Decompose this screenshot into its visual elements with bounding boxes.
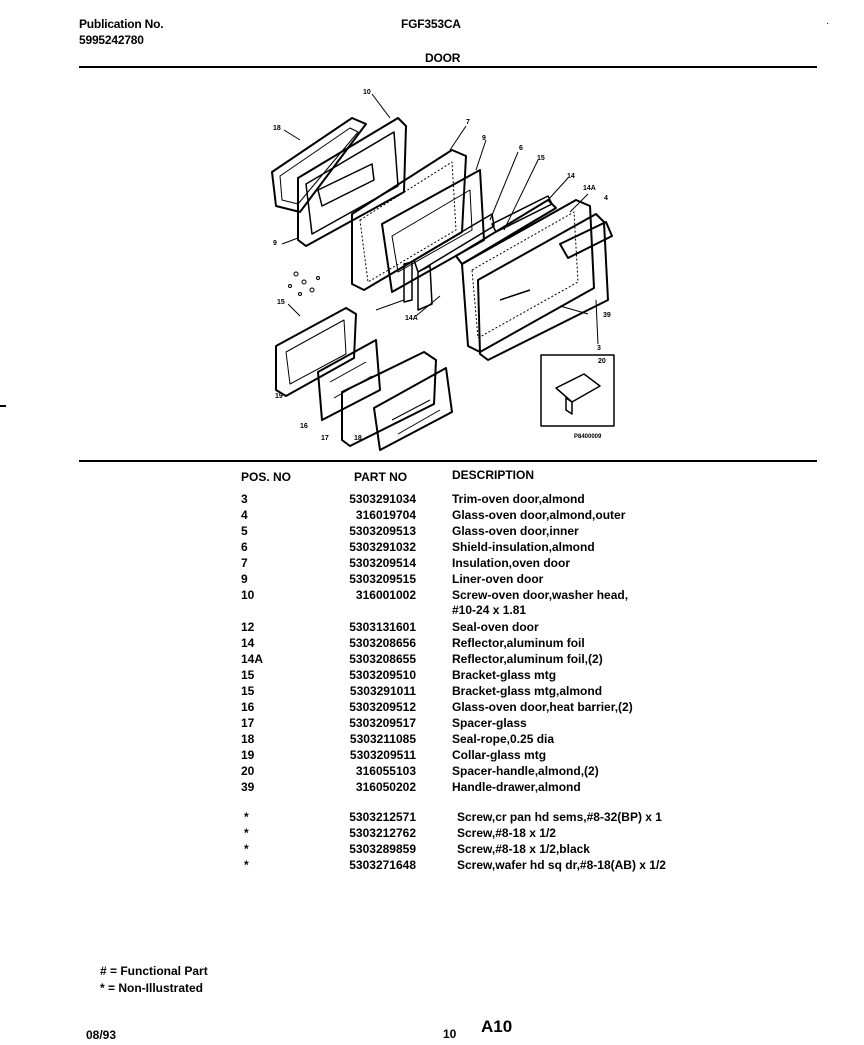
row-pos: 20 <box>241 764 255 778</box>
row-part-number: 5303291032 <box>349 540 416 554</box>
footer-code: A10 <box>481 1017 513 1036</box>
row-description: Handle-drawer,almond <box>452 780 581 794</box>
row-pos: * <box>244 826 249 840</box>
table-row <box>0 523 864 539</box>
row-part-number: 5303209517 <box>349 716 416 730</box>
table-top-rule <box>79 460 817 462</box>
row-pos: 10 <box>241 588 255 602</box>
callout-39: 39 <box>603 312 611 319</box>
row-pos: 4 <box>241 508 248 522</box>
footer-date: 08/93 <box>86 1028 117 1042</box>
row-part-number: 5303291011 <box>349 684 416 698</box>
inner-glass-part <box>382 170 484 292</box>
row-part-number: 5303209511 <box>349 748 416 762</box>
callout-9b: 9 <box>273 240 277 247</box>
col-header-pos: POS. NO <box>241 470 292 484</box>
row-description: Seal-oven door <box>452 620 539 634</box>
row-part-number: 5303209513 <box>349 524 416 538</box>
row-description: Glass-oven door,almond,outer <box>452 508 626 522</box>
row-pos: 14A <box>241 652 264 666</box>
table-row <box>0 587 864 603</box>
table-row <box>0 507 864 523</box>
row-pos: 14 <box>241 636 255 650</box>
row-part-number: 316050202 <box>355 780 416 794</box>
row-part-number: 5303209512 <box>349 700 416 714</box>
insulation-part <box>352 150 466 290</box>
callout-17: 17 <box>321 435 329 442</box>
row-description: Seal-rope,0.25 dia <box>452 732 555 746</box>
row-part-number: 5303211085 <box>349 732 416 746</box>
row-part-number: 5303212571 <box>349 810 416 824</box>
row-part-number: 5303209514 <box>349 556 416 570</box>
row-pos: 9 <box>241 572 248 586</box>
row-description: Screw,cr pan hd sems,#8-32(BP) x 1 <box>457 810 662 824</box>
callout-14a: 14A <box>583 185 596 192</box>
row-description: Trim-oven door,almond <box>452 492 585 506</box>
callout-14: 14 <box>567 173 575 180</box>
table-row <box>0 667 864 683</box>
row-pos: 15 <box>241 668 255 682</box>
row-description: Bracket-glass mtg <box>452 668 557 682</box>
table-row <box>0 715 864 731</box>
row-description: Reflector,aluminum foil,(2) <box>452 652 603 666</box>
publication-number: 5995242780 <box>79 33 144 47</box>
row-description: Insulation,oven door <box>452 556 571 570</box>
callout-7: 7 <box>466 119 470 126</box>
row-part-number: 5303208656 <box>349 636 416 650</box>
row-part-number: 5303289859 <box>349 842 416 856</box>
row-pos: 6 <box>241 540 248 554</box>
row-description: Reflector,aluminum foil <box>452 636 585 650</box>
legend-non-illustrated: * = Non-Illustrated <box>100 981 204 995</box>
row-description: Glass-oven door,inner <box>452 524 579 538</box>
table-row <box>0 731 864 747</box>
row-part-number: 5303131601 <box>349 620 416 634</box>
corner-mark: · <box>826 18 830 29</box>
row-description: Liner-oven door <box>452 572 544 586</box>
row-part-number: 316055103 <box>355 764 416 778</box>
callout-6: 6 <box>519 145 523 152</box>
table-row <box>0 747 864 763</box>
row-part-number: 5303208655 <box>349 652 416 666</box>
table-row-non-illustrated <box>0 857 864 873</box>
row-pos: 16 <box>241 700 255 714</box>
row-part-number: 316001002 <box>355 588 416 602</box>
table-row <box>0 699 864 715</box>
row-pos: * <box>244 858 249 872</box>
row-pos: 18 <box>241 732 255 746</box>
table-row <box>0 619 864 635</box>
callout-4: 4 <box>604 195 608 202</box>
row-description: Screw,#8-18 x 1/2,black <box>457 842 590 856</box>
table-row <box>0 539 864 555</box>
table-row <box>0 635 864 651</box>
table-row <box>0 683 864 699</box>
row-part-number: 5303212762 <box>349 826 416 840</box>
legend-functional: # = Functional Part <box>100 964 208 978</box>
table-row <box>0 555 864 571</box>
table-row <box>0 779 864 795</box>
model-number: FGF353CA <box>401 17 461 31</box>
callout-3: 3 <box>597 345 601 352</box>
table-row-non-illustrated <box>0 825 864 841</box>
row-description: Spacer-handle,almond,(2) <box>452 764 599 778</box>
section-title: DOOR <box>425 51 461 65</box>
row-pos: 19 <box>241 748 255 762</box>
row-part-number: 5303291034 <box>349 492 416 506</box>
row-part-number: 5303209515 <box>349 572 416 586</box>
row-description-continued: #10-24 x 1.81 <box>452 603 527 617</box>
callout-9: 9 <box>482 135 486 142</box>
row-description: Screw,wafer hd sq dr,#8-18(AB) x 1/2 <box>457 858 666 872</box>
table-row <box>0 763 864 779</box>
row-part-number: 5303271648 <box>349 858 416 872</box>
row-part-number: 316019704 <box>355 508 416 522</box>
diagram-code: P8400009 <box>574 434 602 440</box>
row-description: Shield-insulation,almond <box>452 540 595 554</box>
table-row <box>0 571 864 587</box>
row-description: Glass-oven door,heat barrier,(2) <box>452 700 633 714</box>
row-pos: 7 <box>241 556 248 570</box>
callout-10: 10 <box>363 89 371 96</box>
row-pos: * <box>244 810 249 824</box>
col-header-desc: DESCRIPTION <box>452 468 535 482</box>
row-description: Screw-oven door,washer head, <box>452 588 629 602</box>
table-row-non-illustrated <box>0 809 864 825</box>
detail-box <box>541 355 614 426</box>
row-pos: 39 <box>241 780 255 794</box>
row-pos: 17 <box>241 716 255 730</box>
row-description: Collar-glass mtg <box>452 748 547 762</box>
callout-18b: 18 <box>354 435 362 442</box>
callout-20: 20 <box>598 358 606 365</box>
row-part-number: 5303209510 <box>349 668 416 682</box>
row-description: Spacer-glass <box>452 716 527 730</box>
col-header-part: PART NO <box>354 470 408 484</box>
row-pos: 12 <box>241 620 255 634</box>
table-row <box>0 491 864 507</box>
heat-barrier-glass-part <box>318 340 380 420</box>
callout-15b: 15 <box>277 299 285 306</box>
callout-16: 16 <box>300 423 308 430</box>
callout-15: 15 <box>537 155 545 162</box>
table-row <box>0 651 864 667</box>
row-pos: 3 <box>241 492 248 506</box>
publication-label: Publication No. <box>79 17 164 31</box>
callout-19: 19 <box>275 393 283 400</box>
row-description: Screw,#8-18 x 1/2 <box>457 826 556 840</box>
callout-18: 18 <box>273 125 281 132</box>
footer-page: 10 <box>443 1027 457 1041</box>
row-description: Bracket-glass mtg,almond <box>452 684 603 698</box>
trim-part <box>478 214 608 360</box>
table-row-non-illustrated <box>0 841 864 857</box>
row-pos: * <box>244 842 249 856</box>
callout-14a-b: 14A <box>405 315 418 322</box>
row-pos: 5 <box>241 524 248 538</box>
row-pos: 15 <box>241 684 255 698</box>
edge-mark <box>0 405 6 407</box>
